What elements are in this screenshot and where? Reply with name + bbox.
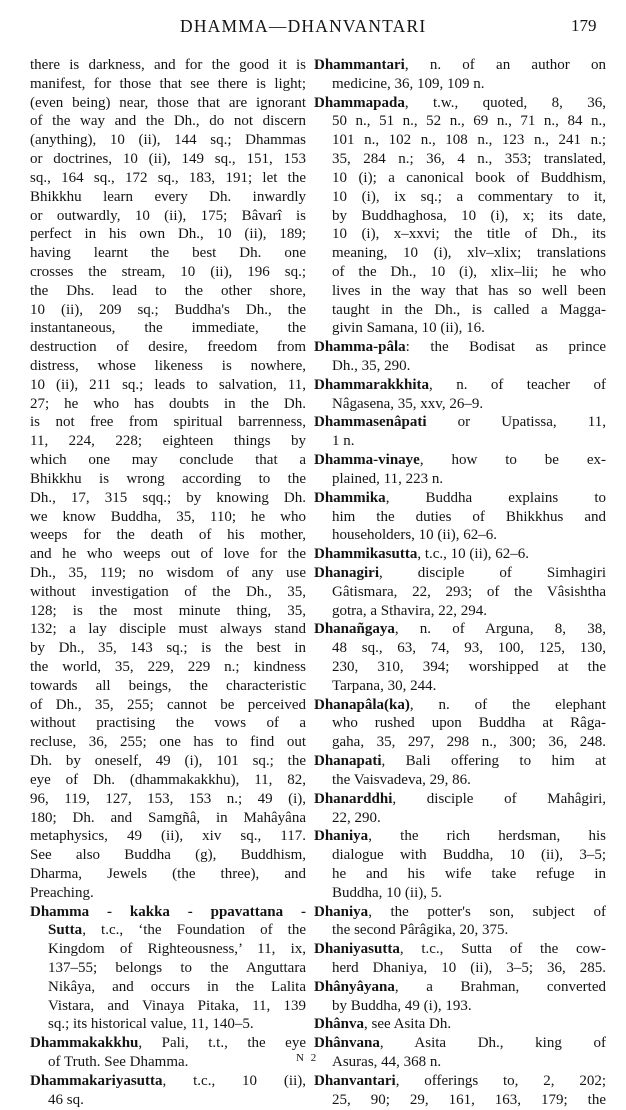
entry-text: who rushed upon Buddha at Râga- [332,715,606,732]
entry-text: Tarpana, 30, 244. [332,677,437,694]
entry-text: by Buddha, 49 (i), 193. [332,997,472,1014]
entry-text: , Buddha explains to [385,489,606,506]
entry-text: , n. of the elephant [409,696,606,713]
entry-text: of the Dh., 10 (i), xlix–lii; he who [332,263,606,280]
entry-text: or outwardly, 10 (ii), 175; Bâvarî is [30,207,306,224]
entry-text: , Bali offering to him at [381,753,606,770]
entry-text: the Dhs. lead to the other shore, [30,282,306,299]
entry-text: Gâtismara, 22, 293; of the Vâsishtha [332,583,606,600]
entry-text: 25, 90; 29, 161, 163, 179; the [332,1091,606,1108]
entry-headword: Dhaniya [314,828,369,845]
index-text-line [30,94,306,113]
entry-text: or Upatissa, 11, [426,414,606,431]
entry-text: , the rich herdsman, his [368,828,606,845]
entry-text: , disciple of Simhagiri [379,564,606,581]
index-text-line [314,714,606,733]
entry-text: or doctrines, 10 (ii), 149 sq., 151, 153 [30,151,306,168]
index-text-line [314,301,606,320]
entry-text: of Dh., 35, 255; cannot be perceived [30,696,306,713]
index-entry-line [314,413,606,432]
index-text-line [30,959,306,978]
entry-text: givin Samana, 10 (ii), 16. [332,320,485,337]
index-entry-line [314,696,606,715]
index-text-line [30,1091,306,1110]
entry-text: of the way and the Dh., do not discern [30,113,306,130]
entry-headword: Dhanarddhi [314,790,393,807]
entry-headword: Dhammapada [314,94,405,111]
entry-headword: Dhanagiri [314,564,380,581]
index-text-line [314,658,606,677]
index-text-line [314,150,606,169]
entry-text: Preaching. [30,884,94,901]
index-entry-line [314,489,606,508]
index-text-line [314,809,606,828]
entry-text: crosses the stream, 10 (ii), 196 sq.; [30,263,306,280]
entry-text: sq.; its historical value, 11, 140–5. [48,1016,254,1033]
index-text-line [314,846,606,865]
index-entry-line [314,827,606,846]
entry-text: Nikâya, and occurs in the Lalita [48,978,306,995]
entry-text: distress, whose likeness is nowhere, [30,358,306,374]
entry-text: Dh., 35, 290. [332,358,411,374]
running-header [0,10,626,44]
index-entry-line [314,1015,606,1034]
index-text-line [30,583,306,602]
index-text-line [30,1053,306,1072]
entry-text: , see Asita Dh. [364,1016,452,1033]
index-text-line [30,1015,306,1034]
entry-text: dialogue with Buddha, 10 (ii), 3–5; [332,847,606,864]
left-column [30,56,306,1110]
entry-headword: Dhanapati [314,753,382,770]
entry-headword: Dhanapâla(ka) [314,696,410,713]
index-text-line [314,1053,606,1072]
index-text-line [314,432,606,451]
entry-headword: Sutta [48,922,83,939]
index-text-line [314,602,606,621]
entry-text: he and his wife take refuge in [332,865,606,882]
entry-text: 1 n. [332,433,355,450]
index-text-line [314,470,606,489]
entry-text: we know Buddha, 35, 110; he who [30,508,306,525]
index-text-line [30,395,306,414]
index-text-line [30,150,306,169]
entry-text: 101 n., 102 n., 108 n., 123 n., 241 n.; [332,132,606,149]
index-text-line [314,639,606,658]
entry-text: lives in the way that has so well been [332,282,606,299]
entry-text: without practising the vows of a [30,715,306,732]
entry-headword: Dhammarakkhita [314,376,430,393]
index-text-line [314,319,606,338]
index-text-line [314,1091,606,1110]
entry-headword: Dhamma - kakka - ppavattana - [30,903,306,920]
header-title: DHAMMA—DHANVANTARI [180,16,427,36]
index-text-line [30,357,306,376]
entry-text: 48 sq., 63, 74, 93, 100, 125, 130, [332,640,606,657]
entry-text: 50 n., 51 n., 52 n., 69 n., 71 n., 84 n., [332,113,606,130]
index-text-line [30,188,306,207]
index-entry-line [314,978,606,997]
index-text-line [30,620,306,639]
entry-headword: Dhammantari [314,57,405,73]
entry-text: , n. of teacher of [429,376,606,393]
entry-headword: Dhaniya [314,903,369,920]
index-text-line [30,169,306,188]
entry-text: without investigation of the Dh., 35, [30,583,306,600]
index-text-line [30,809,306,828]
entry-text: Buddha, 10 (ii), 5. [332,884,442,901]
entry-text: , Pali, t.t., the eye [138,1035,306,1052]
entry-headword: Dhamma-vinaye [314,452,420,469]
entry-text: weeps for the death of his mother, [30,527,306,544]
entry-text: , how to be ex- [419,452,606,469]
entry-text: , t.w., quoted, 8, 36, [404,94,606,111]
entry-text: 230, 310, 394; worshipped at the [332,659,606,675]
entry-text: Bhikkhu learn every Dh. inwardly [30,188,306,205]
entry-text: , Asita Dh., king of [379,1035,606,1052]
entry-text: (even being) near, those that are ignorant [30,94,306,111]
entry-text: sq., 164 sq., 172 sq., 183, 191; let the [30,169,306,186]
index-text-line [314,169,606,188]
index-text-line [314,188,606,207]
entry-text: , offerings to, 2, 202; [395,1072,606,1089]
index-entry-line [314,903,606,922]
index-entry-line [314,1072,606,1091]
index-entry-line [314,451,606,470]
entry-headword: Dhaniyasutta [314,941,400,958]
index-text-line [30,244,306,263]
index-entry-line [30,903,306,922]
index-text-line [314,395,606,414]
index-text-line [30,282,306,301]
index-text-line [30,338,306,357]
index-text-line [314,207,606,226]
entry-headword: Dhânyâyana [314,978,395,995]
index-text-line [30,225,306,244]
entry-text: meaning, 10 (i), xlv–xlix; translations [332,245,606,262]
entry-text: recluse, 36, 255; one has to find out [30,734,306,751]
entry-text: , t.c., ‘the Foundation of the [82,922,306,939]
entry-text: Dh. by oneself, 49 (i), 101 sq.; the [30,753,306,770]
index-text-line [314,733,606,752]
signature-mark: N 2 [296,1052,319,1064]
entry-text: metaphysics, 49 (ii), xiv sq., 117. [30,828,306,845]
index-text-line [30,526,306,545]
index-text-line [314,112,606,131]
entry-text: 10 (i), x–xxvi; the title of Dh., its [332,226,606,243]
index-entry-line [314,545,606,564]
entry-headword: Dhammasenâpati [314,414,427,431]
entry-headword: Dhammikasutta [314,546,418,563]
index-text-line [30,75,306,94]
index-text-line [30,658,306,677]
page-number: 179 [571,16,597,35]
entry-text: of Truth. See Dhamma. [48,1054,189,1071]
entry-headword: Dhanañgaya [314,621,395,638]
entry-text: instantaneous, the immediate, the [30,320,306,337]
entry-headword: Dhanvantari [314,1072,396,1089]
entry-text: Nâgasena, 35, xxv, 26–9. [332,395,484,412]
entry-text: there is darkness, and for the good it is [30,57,306,73]
index-text-line [30,451,306,470]
entry-text: 10 (ii), 209 sq.; Buddha's Dh., the [30,301,306,318]
index-text-line [30,602,306,621]
index-text-line [30,978,306,997]
entry-text: 180; Dh. and Samgñâ, in Mahâyâna [30,809,306,826]
index-entry-line [314,790,606,809]
entry-text: , t.c., 10 (ii), 62–6. [417,546,530,563]
entry-text: 10 (i), ix sq.; a commentary to it, [332,188,606,205]
index-text-line [314,959,606,978]
entry-text: him the duties of Bhikkhus and [332,508,606,525]
index-entry-line [314,1034,606,1053]
index-text-line [30,489,306,508]
index-text-line [314,526,606,545]
entry-text: , t.c., Sutta of the cow- [399,941,606,958]
index-text-line [30,508,306,527]
index-text-line [30,112,306,131]
entry-text: the second Pârâgika, 20, 375. [332,922,509,939]
index-entry-line [314,94,606,113]
entry-text: destruction of desire, freedom from [30,339,306,356]
index-text-line [30,56,306,75]
right-column [314,56,606,1110]
entry-text: , n. of an author on [404,57,606,73]
entry-text: manifest, for those that see there is light; [30,75,306,92]
entry-text: 10 (i); a canonical book of Buddhism, [332,169,606,186]
index-text-line [30,263,306,282]
index-text-line [30,564,306,583]
index-text-line [314,884,606,903]
index-text-line [314,131,606,150]
entry-text: the Vaisvadeva, 29, 86. [332,771,471,788]
index-text-line [30,319,306,338]
index-entry-line [314,56,606,75]
entry-text: 22, 290. [332,809,381,826]
entry-text: : the Bodisat as prince [405,339,606,356]
index-text-line [30,696,306,715]
index-text-line [314,997,606,1016]
entry-headword: Dhammika [314,489,386,506]
entry-text: having learnt the best Dh. one [30,245,306,262]
index-text-line [30,432,306,451]
index-text-line [314,75,606,94]
index-text-line [30,752,306,771]
index-text-line [30,376,306,395]
entry-text: gaha, 35, 297, 298 n., 300; 36, 248. [332,734,606,751]
index-text-line [30,790,306,809]
index-text-line [314,677,606,696]
entry-text: 10 (ii), 211 sq.; leads to salvation, 11, [30,376,306,393]
entry-text: plained, 11, 223 n. [332,470,444,487]
index-text-line [314,771,606,790]
entry-text: , disciple of Mahâgiri, [392,790,606,807]
entry-headword: Dhammakakkhu [30,1035,139,1052]
index-text-line [30,714,306,733]
entry-text: Dh., 17, 315 sqq.; by knowing Dh. [30,489,306,506]
index-entry-line [314,752,606,771]
entry-text: 11, 224, 228; eighteen things by [30,433,306,450]
index-text-line [30,733,306,752]
entry-text: , n. of Arguna, 8, 38, [394,621,606,638]
index-text-line [314,225,606,244]
index-text-line [30,997,306,1016]
entry-text: , a Brahman, converted [394,978,606,995]
index-text-line [30,545,306,564]
entry-text: eye of Dh. (dhammakakkhu), 11, 82, [30,771,306,788]
entry-text: 46 sq. [48,1091,84,1108]
index-text-line [314,865,606,884]
index-text-line [30,301,306,320]
index-text-line [314,921,606,940]
index-entry-line [30,1034,306,1053]
entry-text: Kingdom of Righteousness,’ 11, ix, [48,941,306,958]
entry-text: taught in the Dh., is called a Magga- [332,301,606,318]
entry-text: is not free from spiritual barrenness, [30,414,306,431]
index-entry-line [314,376,606,395]
entry-text: 96, 119, 127, 153, 153 n.; 49 (i), [30,790,306,807]
index-text-line [30,884,306,903]
index-text-line [30,771,306,790]
entry-text: , t.c., 10 (ii), [162,1072,306,1089]
index-text-line [30,865,306,884]
entry-text: the world, 35, 229, 229 n.; kindness [30,659,306,675]
index-text-line [30,413,306,432]
entry-headword: Dhânva [314,1016,365,1033]
index-text-line [30,846,306,865]
index-text-line [30,677,306,696]
index-text-line [30,940,306,959]
entry-headword: Dhammakariyasutta [30,1072,163,1089]
entry-text: gotra, a Sthavira, 22, 294. [332,602,487,619]
index-text-line [314,244,606,263]
index-entry-line [30,1072,306,1091]
entry-text: Asuras, 44, 368 n. [332,1054,442,1071]
index-text-line [30,131,306,150]
entry-text: 132; a lay disciple must always stand [30,621,306,638]
entry-text: perfect in his own Dh., 10 (ii), 189; [30,226,306,243]
entry-text: Bhikkhu is wrong according to the [30,470,306,487]
index-text-line [314,263,606,282]
index-text-line [314,282,606,301]
entry-headword: Dhânvana [314,1035,380,1052]
entry-text: which one may conclude that a [30,452,306,469]
entry-text: by Dh., 35, 143 sq.; is the best in [30,640,306,657]
index-entry-line [314,940,606,959]
entry-text: Vistara, and Vinaya Pitaka, 11, 139 [48,997,306,1014]
entry-text: by Buddhaghosa, 10 (i), x; its date, [332,207,606,224]
entry-text: 27; he who has doubts in the Dh. [30,395,306,412]
entry-headword: Dhamma-pâla [314,339,406,356]
index-text-line [30,639,306,658]
index-entry-line [314,338,606,357]
index-entry-line [314,620,606,639]
index-text-line [30,207,306,226]
index-text-line [314,508,606,527]
index-entry-line [30,921,306,940]
index-text-line [30,470,306,489]
entry-text: householders, 10 (ii), 62–6. [332,527,497,544]
index-entry-line [314,564,606,583]
entry-text: Dh., 35, 119; no wisdom of any use [30,564,306,581]
entry-text: See also Buddha (g), Buddhism, [30,847,306,864]
entry-text: 35, 284 n.; 36, 4 n., 353; translated, [332,151,606,168]
entry-text: 128; is the most minute thing, 35, [30,602,306,619]
entry-text: towards all beings, the characteristic [30,677,306,694]
entry-text: (anything), 10 (ii), 144 sq.; Dhammas [30,132,306,149]
entry-text: and he who weeps out of love for the [30,546,306,563]
entry-text: Dharma, Jewels (the three), and [30,865,306,882]
index-text-line [314,357,606,376]
entry-text: herd Dhaniya, 10 (ii), 3–5; 36, 285. [332,960,606,976]
entry-text: 137–55; belongs to the Anguttara [48,960,306,976]
index-text-line [314,583,606,602]
entry-text: medicine, 36, 109, 109 n. [332,75,485,92]
index-text-line [30,827,306,846]
entry-text: , the potter's son, subject of [368,903,606,920]
